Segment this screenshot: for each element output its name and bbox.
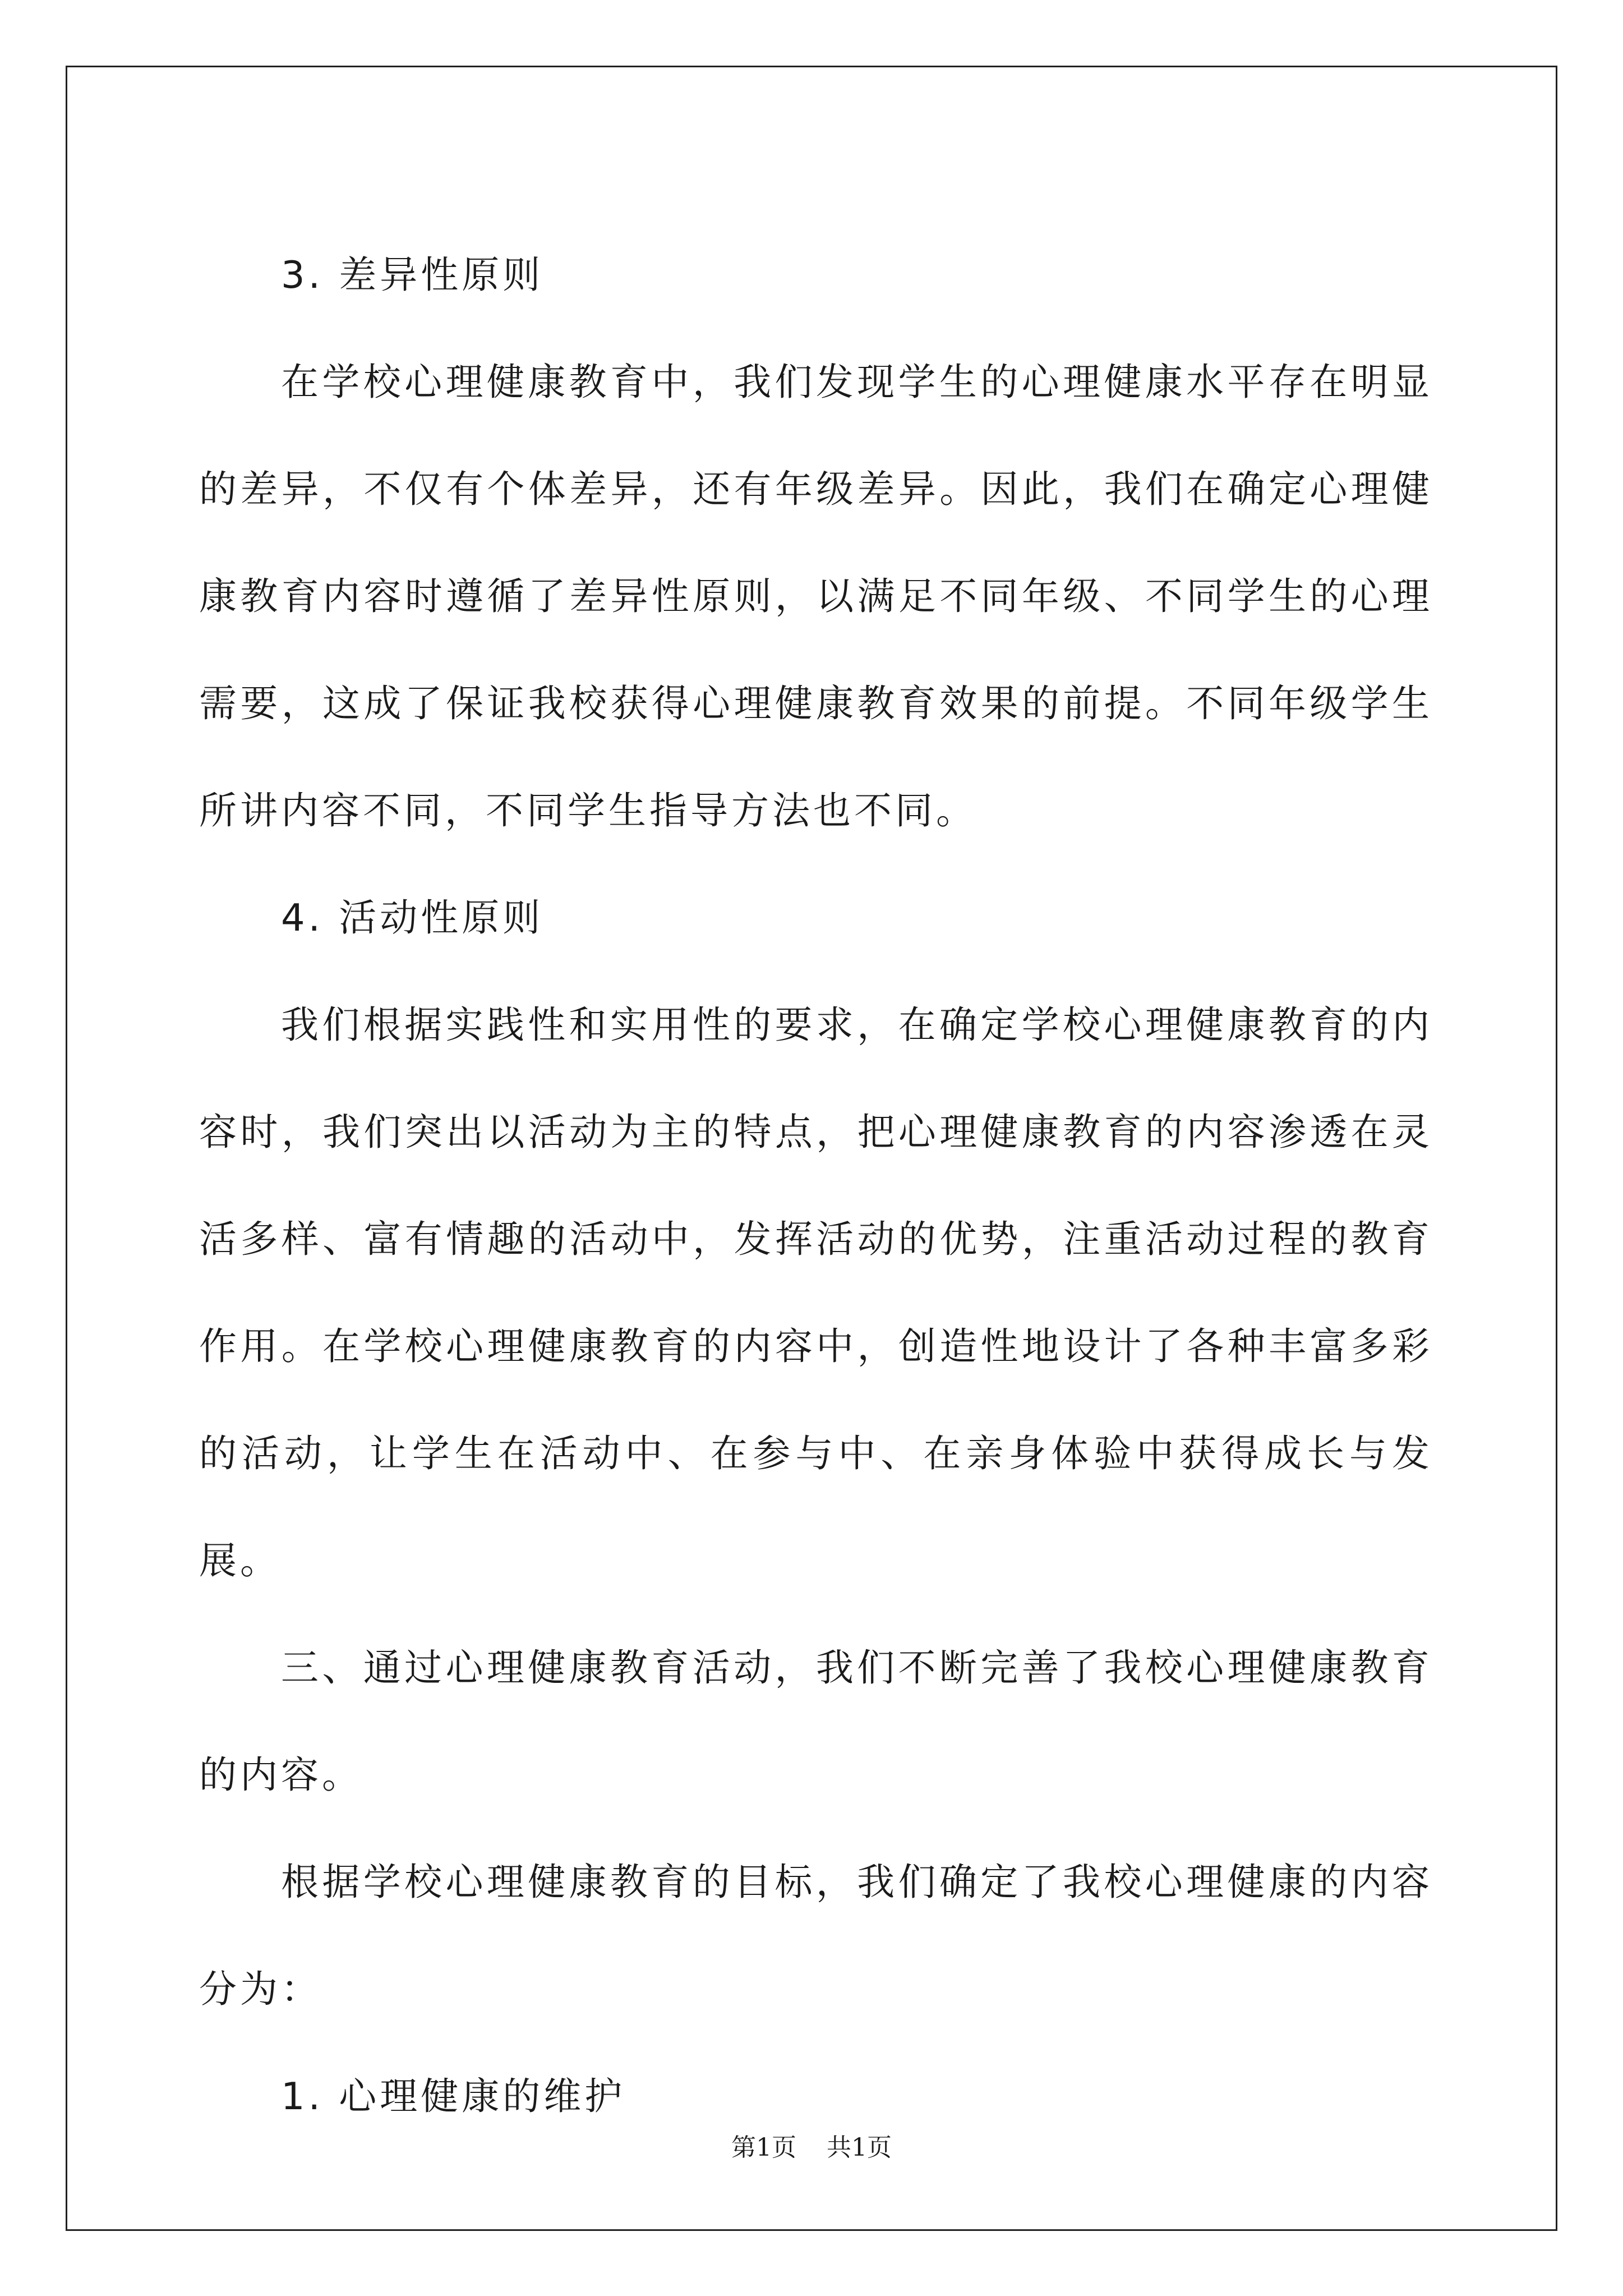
paragraph-activity: 我们根据实践性和实用性的要求，在确定学校心理健康教育的内容时，我们突出以活动为主的特点，把心理健康教育的内容渗透在灵活多样、富有情趣的活动中，发挥活动的优势，注重活动过程的教育作用。在学校心理健康教育的内容中，创造性地设计了各种丰富多彩的活动，让学生在活动中、在参与中、在亲身体验中获得成长与发展。 bbox=[199, 1003, 1433, 1582]
section-heading-improvement: 三、通过心理健康教育活动，我们不断完善了我校心理健康教育的内容。 bbox=[199, 1646, 1433, 1797]
section-heading-differentiation: 3. 差异性原则 bbox=[281, 253, 544, 297]
section-heading-activity: 4. 活动性原则 bbox=[281, 896, 544, 940]
document-body bbox=[199, 222, 1433, 2150]
paragraph-content-division: 根据学校心理健康教育的目标，我们确定了我校心理健康的内容分为： bbox=[199, 1860, 1433, 2011]
paragraph-differentiation: 在学校心理健康教育中，我们发现学生的心理健康水平存在明显的差异，不仅有个体差异，还有年级差异。因此，我们在确定心理健康教育内容时遵循了差异性原则，以满足不同年级、不同学生的心理需要，这成了保证我校获得心理健康教育效果的前提。不同年级学生所讲内容不同，不同学生指导方法也不同。 bbox=[199, 360, 1433, 832]
page-footer: 第1页 共1页 bbox=[731, 2133, 892, 2162]
list-item-mental-health-maintenance: 1. 心理健康的维护 bbox=[281, 2074, 626, 2118]
